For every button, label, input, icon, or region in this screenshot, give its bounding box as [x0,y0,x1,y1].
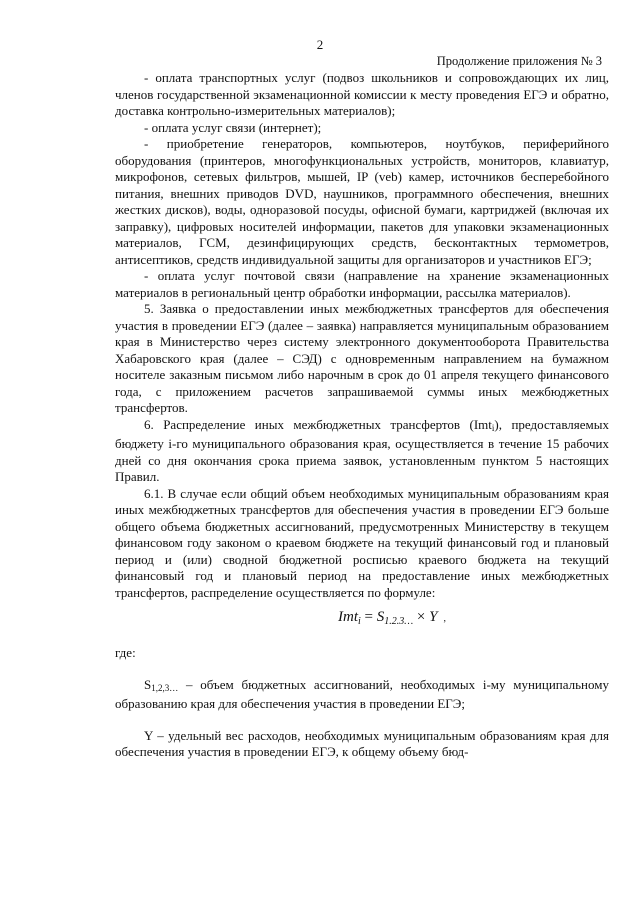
paragraph-postal: - оплата услуг почтовой связи (направление на хранение экзаменационных материалов в региональный центр обработки информации, рассылка материалов). [115,268,609,300]
paragraph-equipment: - приобретение генераторов, компьютеров, ноутбуков, периферийного оборудования (принтеров, многофункциональных устройств, мониторов, клавиатур, микрофонов, сетевых фильтров, мышей, IP (veb) камер, источников бесперебойного питания, внешних приводов DVD, наушников, программного обеспечения, внешних жестких дисков), воды, одноразовой посуды, офисной бумаги, картриджей (включая их заправку), цифровых носителей информации, пакетов для упаковки экзаменационных материалов, ГСМ, дезинфицирующих средств, бесконтактных термометров, антисептиков, средств индивидуальной защиты для организаторов и участников ЕГЭ; [115,136,609,267]
definition-s-text: – объем бюджетных ассигнований, необходимых i-му муниципальному образованию края для обеспечения участия в проведении ЕГЭ; [115,676,609,711]
definition-s-symbol: S [144,676,152,692]
page-number: 2 [316,37,324,52]
formula-comma: , [443,613,446,624]
definition-s [115,677,609,713]
appendix-label: Продолжение приложения № 3 [436,54,602,68]
paragraph-internet: - оплата услуг связи (интернет); [144,119,322,135]
distribution-formula [115,608,609,631]
definition-y: Y – удельный вес расходов, необходимых муниципальным образованиям края для обеспечения участия в проведении ЕГЭ, к общему объему бюд- [115,727,609,759]
p6-after: ), предоставляемых бюджету i-го муниципального образования края, осуществляется в течение 15 рабочих дней со дня окончания срока приема заявок, установленным пунктом 5 настоящих Правил. [115,416,609,484]
paragraph-transport: - оплата транспортных услуг (подвоз школьников и сопровождающих их лиц, членов государственной экзаменационной комиссии к месту проведения ЕГЭ и обратно, доставка контрольно-измерительных материалов); [115,70,609,118]
document-body [115,70,609,761]
p6-before: 6. Распределение иных межбюджетных трансфертов (Imt [144,416,492,432]
formula-y: Y [429,609,438,625]
p6-sub: i [491,422,495,433]
formula-s: S [376,609,385,625]
formula-times: × [413,609,430,625]
where-label: где: [115,645,136,660]
formula-equals: = [360,609,377,625]
paragraph-6-distribution [115,417,609,486]
paragraph-6-1-formula-intro: 6.1. В случае если общий объем необходимых муниципальным образованиям края иных межбюджетных трансфертов для обеспечения участия в проведении ЕГЭ больше общего объема бюджетных ассигнований, предусмотренных Министерству в текущем финансовом году законом о краевом бюджете на текущий финансовый год и плановый период и (или) сводной бюджетной росписью краевого бюджета на текущий финансовый год и плановый период на предоставление иных межбюджетных трансфертов, распределение осуществляется по формуле: [115,485,609,600]
paragraph-5-application: 5. Заявка о предоставлении иных межбюджетных трансфертов для обеспечения участия в проведении ЕГЭ (далее – заявка) направляется муниципальным образованием края в Министерство через систему электронного документооборота Правительства Хабаровского края (далее – СЭД) с одновременным направлением на бумажном носителе заказным письмом либо нарочным в срок до 01 апреля текущего финансового года, с приложением расчетов запрашиваемой суммы иных межбюджетных трансфертов. [115,301,609,415]
definition-s-sub: 1,2,3… [151,682,179,693]
formula-lhs-sub: i [358,616,361,627]
formula-s-sub: 1.2.3… [384,616,414,627]
formula-lhs: Imt [338,609,359,625]
